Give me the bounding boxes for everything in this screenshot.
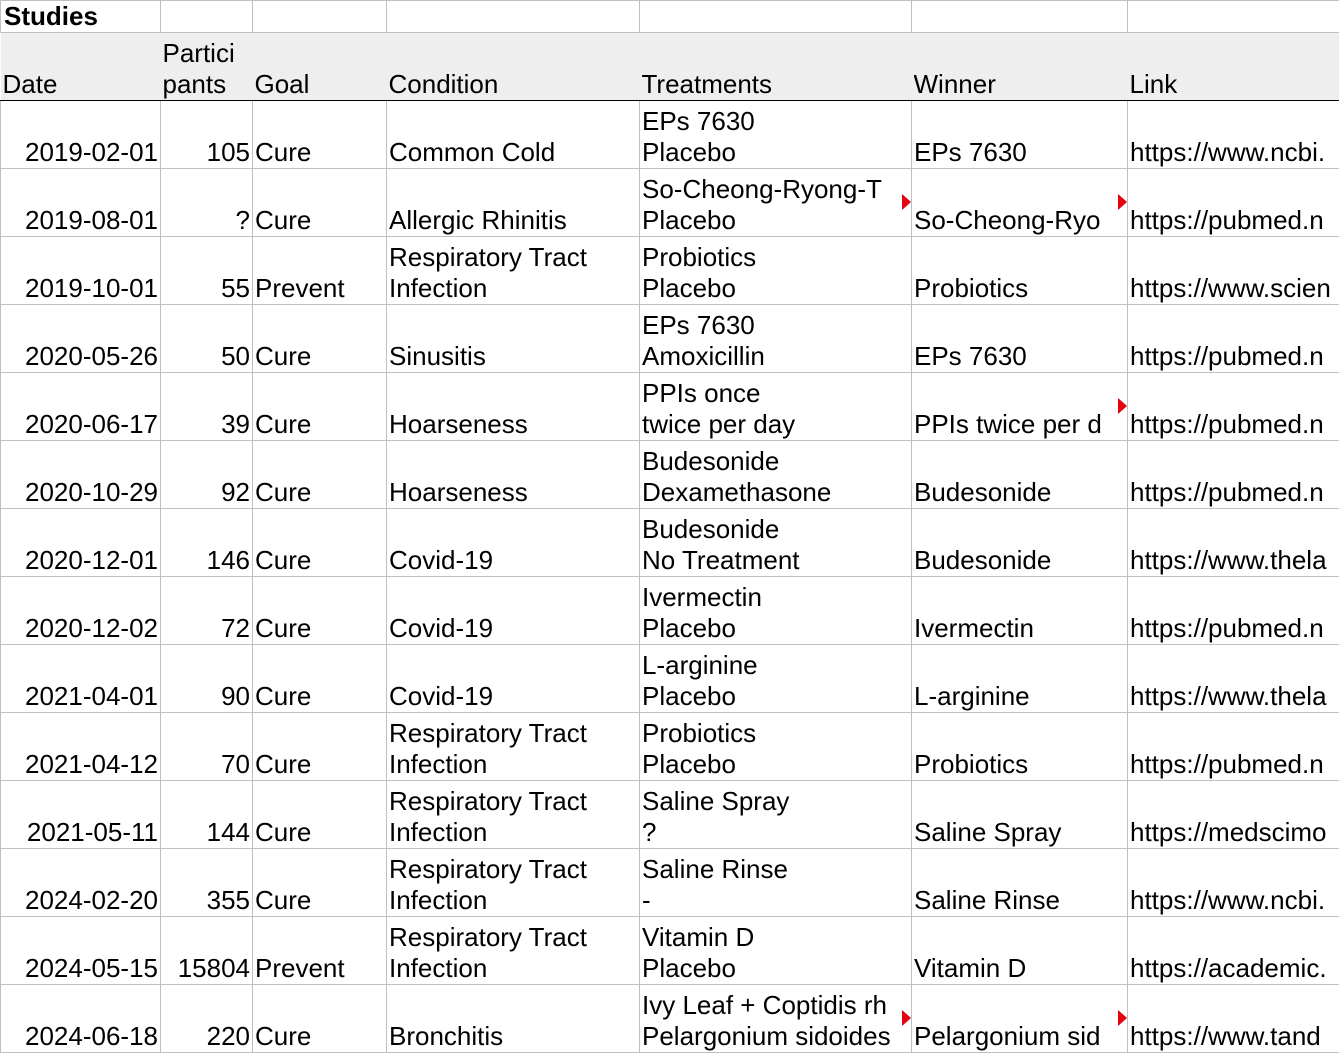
link-line-1 (1130, 854, 1339, 885)
condition-cell[interactable] (387, 373, 640, 441)
link-cell[interactable] (1128, 645, 1339, 713)
participants-cell[interactable] (161, 237, 253, 305)
goal-cell[interactable] (253, 441, 387, 509)
date-cell[interactable] (1, 169, 161, 237)
treatment-line-1: Probiotics (642, 242, 757, 272)
treatment-line-1: Saline Spray (642, 786, 790, 816)
condition-cell[interactable] (387, 985, 640, 1053)
winner-cell[interactable] (912, 781, 1128, 849)
winner-line-1 (914, 786, 1125, 817)
date-cell[interactable] (1, 373, 161, 441)
treatments-cell[interactable] (640, 577, 912, 645)
treatments-cell[interactable] (640, 169, 912, 237)
date-cell[interactable] (1, 441, 161, 509)
goal-cell[interactable] (253, 645, 387, 713)
link-value: https://www.thela (1130, 681, 1327, 711)
goal-cell[interactable] (253, 985, 387, 1053)
header-link[interactable] (1128, 33, 1339, 101)
condition-cell[interactable] (387, 237, 640, 305)
header-goal[interactable] (253, 33, 387, 101)
header-treatments-label: Treatments (641, 69, 773, 99)
participants-value: 70 (221, 749, 250, 779)
link-cell[interactable] (1128, 441, 1339, 509)
header-participants-label-1: Partici (162, 38, 235, 68)
link-line-1 (1130, 718, 1339, 749)
condition-line-2: Allergic Rhinitis (389, 205, 567, 235)
condition-cell[interactable] (387, 713, 640, 781)
condition-line-2: Common Cold (389, 137, 556, 167)
empty-cell[interactable] (912, 1, 1128, 33)
link-line-1 (1130, 378, 1339, 409)
date-cell[interactable] (1, 237, 161, 305)
comment-indicator-icon[interactable] (1118, 398, 1127, 414)
goal-value: Cure (255, 885, 312, 915)
link-cell[interactable] (1128, 917, 1339, 985)
winner-cell[interactable] (912, 917, 1128, 985)
condition-line-1 (389, 650, 637, 681)
participants-value: 92 (221, 477, 250, 507)
condition-line-2: Covid-19 (389, 681, 494, 711)
winner-cell[interactable] (912, 237, 1128, 305)
winner-value: Budesonide (914, 477, 1052, 507)
condition-cell[interactable] (387, 645, 640, 713)
condition-line-1: Respiratory Tract (389, 854, 587, 884)
treatment-line-2: twice per day (642, 409, 796, 439)
condition-line-1: Respiratory Tract (389, 922, 587, 952)
treatments-cell[interactable] (640, 509, 912, 577)
winner-value: So-Cheong-Ryo (914, 205, 1101, 235)
date-cell[interactable] (1, 985, 161, 1053)
participants-cell[interactable] (161, 849, 253, 917)
treatment-line-1: So-Cheong-Ryong-T (642, 174, 882, 204)
winner-line-1 (914, 582, 1125, 613)
date-value: 2020-12-01 (25, 545, 158, 575)
treatment-line-2: Dexamethasone (642, 477, 832, 507)
condition-line-1 (389, 310, 637, 341)
link-line-1 (1130, 106, 1339, 137)
winner-cell[interactable] (912, 577, 1128, 645)
participants-value: 105 (206, 137, 250, 167)
participants-cell[interactable] (161, 169, 253, 237)
link-value: https://www.scien (1130, 273, 1331, 303)
treatment-line-2: No Treatment (642, 545, 800, 575)
link-cell[interactable] (1128, 713, 1339, 781)
treatment-line-1: EPs 7630 (642, 106, 755, 136)
participants-cell[interactable] (161, 509, 253, 577)
date-cell[interactable] (1, 713, 161, 781)
participants-cell[interactable] (161, 781, 253, 849)
condition-line-1: Respiratory Tract (389, 242, 587, 272)
goal-cell[interactable] (253, 781, 387, 849)
treatment-line-1: Probiotics (642, 718, 757, 748)
comment-indicator-icon[interactable] (1118, 1010, 1127, 1026)
treatment-line-2: ? (642, 817, 657, 847)
condition-line-1 (389, 990, 637, 1021)
link-line-1 (1130, 174, 1339, 205)
participants-value: 72 (221, 613, 250, 643)
table-row (1, 849, 1339, 917)
title-row (1, 1, 1339, 33)
goal-value: Cure (255, 545, 312, 575)
condition-line-1 (389, 174, 637, 205)
condition-line-2: Hoarseness (389, 477, 528, 507)
winner-line-1 (914, 922, 1125, 953)
link-line-1 (1130, 786, 1339, 817)
condition-line-2: Sinusitis (389, 341, 486, 371)
goal-value: Prevent (255, 953, 345, 983)
link-cell[interactable] (1128, 101, 1339, 169)
date-value: 2024-02-20 (25, 885, 158, 915)
date-value: 2019-10-01 (25, 273, 158, 303)
condition-cell[interactable] (387, 305, 640, 373)
table-row (1, 305, 1339, 373)
link-line-1 (1130, 242, 1339, 273)
goal-cell[interactable] (253, 577, 387, 645)
header-link-label: Link (1129, 69, 1178, 99)
winner-line-1 (914, 990, 1125, 1021)
participants-value: 50 (221, 341, 250, 371)
date-cell[interactable] (1, 305, 161, 373)
link-line-1 (1130, 922, 1339, 953)
winner-value: Vitamin D (914, 953, 1027, 983)
condition-cell[interactable] (387, 917, 640, 985)
link-value: https://pubmed.n (1130, 477, 1324, 507)
condition-line-1: Respiratory Tract (389, 718, 587, 748)
participants-cell[interactable] (161, 985, 253, 1053)
header-date[interactable] (1, 33, 161, 101)
winner-cell[interactable] (912, 373, 1128, 441)
link-cell[interactable] (1128, 577, 1339, 645)
participants-value: ? (235, 205, 250, 235)
condition-line-2: Infection (389, 953, 488, 983)
winner-value: PPIs twice per d (914, 409, 1102, 439)
date-value: 2020-06-17 (25, 409, 158, 439)
participants-cell[interactable] (161, 101, 253, 169)
goal-cell[interactable] (253, 373, 387, 441)
link-cell[interactable] (1128, 509, 1339, 577)
treatments-cell[interactable] (640, 237, 912, 305)
date-value: 2021-04-01 (25, 681, 158, 711)
comment-indicator-icon[interactable] (902, 194, 911, 210)
empty-cell[interactable] (640, 1, 912, 33)
header-winner[interactable] (912, 33, 1128, 101)
link-cell[interactable] (1128, 849, 1339, 917)
date-value: 2020-10-29 (25, 477, 158, 507)
winner-line-1 (914, 174, 1125, 205)
goal-cell[interactable] (253, 713, 387, 781)
condition-line-1 (389, 106, 637, 137)
condition-cell[interactable] (387, 441, 640, 509)
treatment-line-1: Budesonide (642, 446, 780, 476)
comment-indicator-icon[interactable] (902, 1010, 911, 1026)
link-cell[interactable] (1128, 373, 1339, 441)
date-value: 2020-05-26 (25, 341, 158, 371)
date-value: 2019-08-01 (25, 205, 158, 235)
table-row (1, 645, 1339, 713)
condition-line-2: Covid-19 (389, 545, 494, 575)
winner-value: Pelargonium sid (914, 1021, 1101, 1051)
empty-cell[interactable] (387, 1, 640, 33)
treatment-line-1: PPIs once (642, 378, 761, 408)
goal-cell[interactable] (253, 509, 387, 577)
condition-line-1 (389, 582, 637, 613)
header-participants-label-2: pants (162, 69, 227, 99)
treatment-line-2: Placebo (642, 681, 736, 711)
table-row (1, 917, 1339, 985)
table-row (1, 509, 1339, 577)
participants-cell[interactable] (161, 713, 253, 781)
link-line-1 (1130, 310, 1339, 341)
date-cell[interactable] (1, 849, 161, 917)
link-cell[interactable] (1128, 985, 1339, 1053)
participants-value: 144 (206, 817, 250, 847)
treatment-line-2: Placebo (642, 137, 736, 167)
condition-line-2: Infection (389, 273, 488, 303)
goal-value: Cure (255, 613, 312, 643)
winner-cell[interactable] (912, 849, 1128, 917)
goal-cell[interactable] (253, 849, 387, 917)
winner-value: Budesonide (914, 545, 1052, 575)
link-value: https://pubmed.n (1130, 409, 1324, 439)
goal-value: Cure (255, 341, 312, 371)
participants-value: 355 (206, 885, 250, 915)
treatment-line-2: Placebo (642, 749, 736, 779)
participants-value: 15804 (177, 953, 250, 983)
date-value: 2021-05-11 (26, 817, 158, 847)
link-cell[interactable] (1128, 237, 1339, 305)
header-winner-label: Winner (913, 69, 996, 99)
goal-value: Cure (255, 477, 312, 507)
treatments-cell[interactable] (640, 101, 912, 169)
link-value: https://academic. (1130, 953, 1327, 983)
date-cell[interactable] (1, 781, 161, 849)
treatments-cell[interactable] (640, 849, 912, 917)
condition-line-2: Infection (389, 885, 488, 915)
winner-cell[interactable] (912, 509, 1128, 577)
date-cell[interactable] (1, 917, 161, 985)
goal-value: Cure (255, 205, 312, 235)
link-line-1 (1130, 446, 1339, 477)
link-cell[interactable] (1128, 169, 1339, 237)
goal-cell[interactable] (253, 169, 387, 237)
link-value: https://pubmed.n (1130, 205, 1324, 235)
treatments-cell[interactable] (640, 645, 912, 713)
table-row (1, 169, 1339, 237)
treatment-line-1: EPs 7630 (642, 310, 755, 340)
link-cell[interactable] (1128, 305, 1339, 373)
treatments-cell[interactable] (640, 713, 912, 781)
participants-value: 146 (206, 545, 250, 575)
participants-cell[interactable] (161, 373, 253, 441)
empty-cell[interactable] (253, 1, 387, 33)
link-value: https://www.tand (1130, 1021, 1321, 1051)
winner-line-1 (914, 106, 1125, 137)
header-condition-label: Condition (388, 69, 499, 99)
winner-value: Probiotics (914, 273, 1029, 303)
condition-line-1: Respiratory Tract (389, 786, 587, 816)
condition-cell[interactable] (387, 849, 640, 917)
winner-cell[interactable] (912, 305, 1128, 373)
winner-cell[interactable] (912, 441, 1128, 509)
condition-line-1 (389, 514, 637, 545)
link-line-1 (1130, 582, 1339, 613)
treatment-line-1: Ivermectin (642, 582, 762, 612)
condition-cell[interactable] (387, 509, 640, 577)
link-cell[interactable] (1128, 781, 1339, 849)
date-value: 2021-04-12 (25, 749, 158, 779)
date-cell[interactable] (1, 645, 161, 713)
link-value: https://pubmed.n (1130, 613, 1324, 643)
date-cell[interactable] (1, 509, 161, 577)
treatment-line-1: Saline Rinse (642, 854, 788, 884)
header-condition[interactable] (387, 33, 640, 101)
table-row (1, 101, 1339, 169)
treatments-cell[interactable] (640, 305, 912, 373)
winner-value: Ivermectin (914, 613, 1034, 643)
treatments-cell[interactable] (640, 985, 912, 1053)
empty-cell[interactable] (1128, 1, 1339, 33)
date-cell[interactable] (1, 577, 161, 645)
table-row (1, 577, 1339, 645)
link-value: https://www.ncbi. (1130, 137, 1326, 167)
sheet-title-cell[interactable]: Studies (1, 1, 161, 33)
condition-line-2: Infection (389, 749, 488, 779)
treatment-line-1: Ivy Leaf + Coptidis rh (642, 990, 887, 1020)
treatment-line-1: Vitamin D (642, 922, 755, 952)
link-line-1 (1130, 650, 1339, 681)
winner-value: L-arginine (914, 681, 1030, 711)
header-treatments[interactable] (640, 33, 912, 101)
condition-line-2: Bronchitis (389, 1021, 504, 1051)
winner-value: Probiotics (914, 749, 1029, 779)
participants-cell[interactable] (161, 917, 253, 985)
date-value: 2024-05-15 (25, 953, 158, 983)
winner-line-1 (914, 310, 1125, 341)
condition-cell[interactable] (387, 577, 640, 645)
goal-value: Cure (255, 817, 312, 847)
winner-line-1 (914, 514, 1125, 545)
goal-cell[interactable] (253, 237, 387, 305)
treatments-cell[interactable] (640, 441, 912, 509)
condition-cell[interactable] (387, 169, 640, 237)
goal-cell[interactable] (253, 101, 387, 169)
winner-cell[interactable] (912, 169, 1128, 237)
date-value: 2019-02-01 (25, 137, 158, 167)
winner-line-1 (914, 242, 1125, 273)
condition-cell[interactable] (387, 781, 640, 849)
link-value: https://pubmed.n (1130, 341, 1324, 371)
winner-cell[interactable] (912, 101, 1128, 169)
link-line-1 (1130, 990, 1339, 1021)
winner-line-1 (914, 378, 1125, 409)
condition-cell[interactable] (387, 101, 640, 169)
winner-value: Saline Spray (914, 817, 1062, 847)
winner-line-1 (914, 650, 1125, 681)
treatment-line-2: Placebo (642, 953, 736, 983)
treatment-line-1: Budesonide (642, 514, 780, 544)
treatment-line-2: Pelargonium sidoides (642, 1021, 891, 1051)
winner-value: Saline Rinse (914, 885, 1060, 915)
treatment-line-2: Placebo (642, 205, 736, 235)
participants-cell[interactable] (161, 645, 253, 713)
link-value: https://medscimo (1130, 817, 1327, 847)
goal-cell[interactable] (253, 305, 387, 373)
table-row (1, 985, 1339, 1053)
treatment-line-2: Placebo (642, 273, 736, 303)
table-row (1, 713, 1339, 781)
table-row (1, 441, 1339, 509)
winner-line-1 (914, 446, 1125, 477)
treatment-line-2: Placebo (642, 613, 736, 643)
winner-value: EPs 7630 (914, 341, 1027, 371)
winner-line-1 (914, 718, 1125, 749)
condition-line-1 (389, 378, 637, 409)
link-value: https://pubmed.n (1130, 749, 1324, 779)
goal-value: Cure (255, 409, 312, 439)
participants-value: 39 (221, 409, 250, 439)
participants-value: 90 (221, 681, 250, 711)
goal-value: Cure (255, 137, 312, 167)
winner-cell[interactable] (912, 645, 1128, 713)
goal-cell[interactable] (253, 917, 387, 985)
participants-cell[interactable] (161, 305, 253, 373)
link-value: https://www.ncbi. (1130, 885, 1326, 915)
goal-value: Cure (255, 749, 312, 779)
header-row (1, 33, 1339, 101)
treatment-line-2: - (642, 885, 651, 915)
participants-value: 220 (206, 1021, 250, 1051)
goal-value: Cure (255, 1021, 312, 1051)
date-cell[interactable] (1, 101, 161, 169)
treatments-cell[interactable] (640, 917, 912, 985)
treatments-cell[interactable] (640, 373, 912, 441)
table-row (1, 373, 1339, 441)
treatment-line-2: Amoxicillin (642, 341, 765, 371)
table-row (1, 237, 1339, 305)
treatment-line-1: L-arginine (642, 650, 758, 680)
empty-cell[interactable] (161, 1, 253, 33)
link-value: https://www.thela (1130, 545, 1327, 575)
participants-cell[interactable] (161, 577, 253, 645)
participants-cell[interactable] (161, 441, 253, 509)
condition-line-2: Hoarseness (389, 409, 528, 439)
winner-value: EPs 7630 (914, 137, 1027, 167)
winner-cell[interactable] (912, 985, 1128, 1053)
date-value: 2024-06-18 (25, 1021, 158, 1051)
winner-cell[interactable] (912, 713, 1128, 781)
condition-line-1 (389, 446, 637, 477)
table-row (1, 781, 1339, 849)
header-goal-label: Goal (254, 69, 310, 99)
participants-value: 55 (221, 273, 250, 303)
winner-line-1 (914, 854, 1125, 885)
treatments-cell[interactable] (640, 781, 912, 849)
header-participants[interactable] (161, 33, 253, 101)
comment-indicator-icon[interactable] (1118, 194, 1127, 210)
goal-value: Cure (255, 681, 312, 711)
condition-line-2: Infection (389, 817, 488, 847)
header-date-label: Date (2, 69, 58, 99)
goal-value: Prevent (255, 273, 345, 303)
link-line-1 (1130, 514, 1339, 545)
date-value: 2020-12-02 (25, 613, 158, 643)
condition-line-2: Covid-19 (389, 613, 494, 643)
